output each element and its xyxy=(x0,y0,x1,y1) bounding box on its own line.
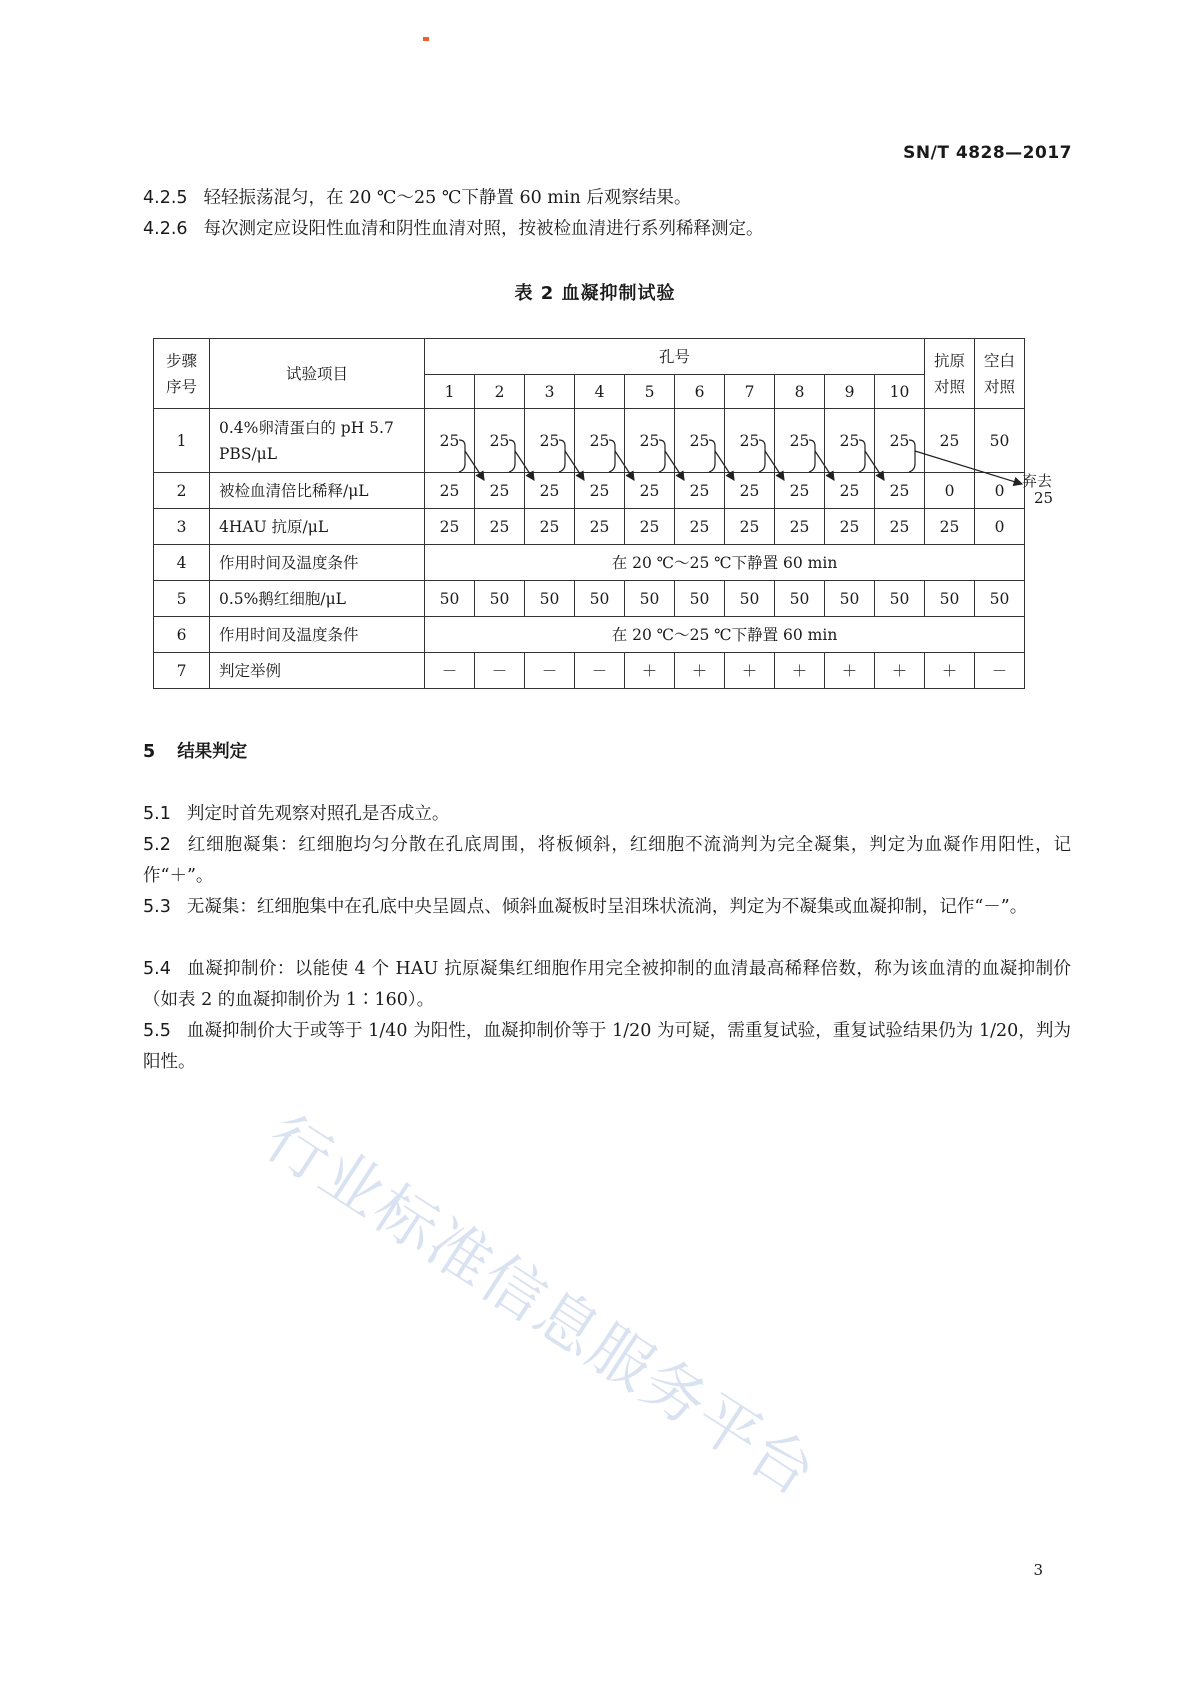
value-cell: 25 xyxy=(825,473,875,509)
section-heading xyxy=(143,738,247,763)
value-cell: 25 xyxy=(875,473,925,509)
value-cell: 25 xyxy=(925,409,975,473)
hole-number: 8 xyxy=(775,375,825,409)
clause-5-4 xyxy=(143,954,1071,1016)
value-cell: 25 xyxy=(775,473,825,509)
hole-number: 10 xyxy=(875,375,925,409)
result-cell: ＋ xyxy=(825,653,875,689)
value-cell: 50 xyxy=(875,581,925,617)
hole-number: 2 xyxy=(475,375,525,409)
value-cell: 0 xyxy=(975,509,1025,545)
clause-number: 5.3 xyxy=(143,897,171,917)
table-row xyxy=(154,581,1025,617)
result-cell: ＋ xyxy=(925,653,975,689)
table-row xyxy=(154,653,1025,689)
item-cell: 被检血清倍比稀释/μL xyxy=(210,473,425,509)
clause-number: 5.2 xyxy=(143,835,171,855)
item-cell: 作用时间及温度条件 xyxy=(210,617,425,653)
value-cell: 50 xyxy=(975,581,1025,617)
result-cell: － xyxy=(475,653,525,689)
discard-label: 弃去 xyxy=(1022,472,1053,490)
value-cell: 50 xyxy=(925,581,975,617)
value-cell: 25 xyxy=(825,509,875,545)
table-row xyxy=(154,617,1025,653)
hole-number: 1 xyxy=(425,375,475,409)
clause-text: 判定时首先观察对照孔是否成立。 xyxy=(186,804,450,824)
value-cell: 50 xyxy=(475,581,525,617)
value-cell: 25 xyxy=(725,473,775,509)
value-cell: 50 xyxy=(525,581,575,617)
value-cell: 25 xyxy=(475,409,525,473)
value-cell: 25 xyxy=(675,473,725,509)
step-cell: 5 xyxy=(154,581,210,617)
step-cell: 1 xyxy=(154,409,210,473)
value-cell: 25 xyxy=(625,473,675,509)
value-cell: 0 xyxy=(925,473,975,509)
result-cell: － xyxy=(575,653,625,689)
table-row xyxy=(154,409,1025,473)
value-cell: 0 xyxy=(975,473,1025,509)
value-cell: 25 xyxy=(525,509,575,545)
clause-number: 5.5 xyxy=(143,1021,171,1041)
clause-5-2 xyxy=(143,830,1071,892)
item-cell: 0.4%卵清蛋白的 pH 5.7 PBS/μL xyxy=(210,409,425,473)
item-cell: 4HAU 抗原/μL xyxy=(210,509,425,545)
discard-value: 25 xyxy=(1034,489,1054,507)
clause-number: 5.1 xyxy=(143,804,171,824)
clause-text: 红细胞凝集：红细胞均匀分散在孔底周围，将板倾斜，红细胞不流淌判为完全凝集，判定为血凝作用阳性，记作“＋”。 xyxy=(143,835,1071,886)
clause-text: 血凝抑制价大于或等于 1/40 为阳性，血凝抑制价等于 1/20 为可疑，需重复试验，重复试验结果仍为 1/20，判为阳性。 xyxy=(143,1021,1071,1072)
value-cell: 50 xyxy=(975,409,1025,473)
clause-5-1 xyxy=(143,799,1071,830)
value-cell: 25 xyxy=(425,409,475,473)
value-cell: 25 xyxy=(775,509,825,545)
table-row xyxy=(154,545,1025,581)
table-row xyxy=(154,509,1025,545)
value-cell: 25 xyxy=(875,509,925,545)
result-cell: ＋ xyxy=(675,653,725,689)
value-cell: 25 xyxy=(725,409,775,473)
result-cell: － xyxy=(525,653,575,689)
clause-4-2-5 xyxy=(143,183,1071,214)
header-row xyxy=(154,339,1025,375)
clause-number: 4.2.6 xyxy=(143,219,188,239)
head-hole-no: 孔号 xyxy=(425,339,925,375)
value-cell: 50 xyxy=(425,581,475,617)
hole-number: 7 xyxy=(725,375,775,409)
hole-number: 4 xyxy=(575,375,625,409)
value-cell: 25 xyxy=(725,509,775,545)
value-cell: 50 xyxy=(725,581,775,617)
value-cell: 25 xyxy=(825,409,875,473)
value-cell: 25 xyxy=(575,409,625,473)
step-cell: 2 xyxy=(154,473,210,509)
head-step-no: 步骤序号 xyxy=(154,339,210,409)
merged-condition-cell: 在 20 ℃～25 ℃下静置 60 min xyxy=(425,617,1025,653)
step-cell: 7 xyxy=(154,653,210,689)
value-cell: 25 xyxy=(875,409,925,473)
standard-number: SN/T 4828—2017 xyxy=(903,143,1072,163)
clause-5-3 xyxy=(143,892,1071,923)
section-number: 5 xyxy=(143,742,156,762)
step-cell: 3 xyxy=(154,509,210,545)
top-marker xyxy=(423,37,429,41)
hole-number: 5 xyxy=(625,375,675,409)
discard-note xyxy=(1022,473,1053,507)
result-cell: ＋ xyxy=(875,653,925,689)
value-cell: 25 xyxy=(475,509,525,545)
result-cell: － xyxy=(975,653,1025,689)
result-cell: ＋ xyxy=(625,653,675,689)
clause-5-5 xyxy=(143,1016,1071,1078)
hole-number: 9 xyxy=(825,375,875,409)
value-cell: 50 xyxy=(825,581,875,617)
head-antigen-control: 抗原对照 xyxy=(925,339,975,409)
value-cell: 25 xyxy=(425,473,475,509)
clause-number: 4.2.5 xyxy=(143,188,188,208)
table-row xyxy=(154,473,1025,509)
value-cell: 50 xyxy=(625,581,675,617)
item-cell: 作用时间及温度条件 xyxy=(210,545,425,581)
value-cell: 25 xyxy=(675,509,725,545)
hole-number: 6 xyxy=(675,375,725,409)
value-cell: 50 xyxy=(675,581,725,617)
value-cell: 25 xyxy=(575,509,625,545)
value-cell: 25 xyxy=(575,473,625,509)
value-cell: 25 xyxy=(675,409,725,473)
merged-condition-cell: 在 20 ℃～25 ℃下静置 60 min xyxy=(425,545,1025,581)
value-cell: 25 xyxy=(775,409,825,473)
clause-text: 无凝集：红细胞集中在孔底中央呈圆点、倾斜血凝板时呈泪珠状流淌，判定为不凝集或血凝抑制，记作“－”。 xyxy=(186,897,1028,917)
value-cell: 50 xyxy=(575,581,625,617)
value-cell: 25 xyxy=(925,509,975,545)
clause-4-2-6 xyxy=(143,214,1071,245)
watermark: 行业标准信息服务平台 xyxy=(253,1100,830,1511)
value-cell: 25 xyxy=(625,509,675,545)
value-cell: 25 xyxy=(425,509,475,545)
value-cell: 50 xyxy=(775,581,825,617)
head-item: 试验项目 xyxy=(210,339,425,409)
table-caption: 表 2 血凝抑制试验 xyxy=(514,283,676,304)
section-title: 结果判定 xyxy=(177,742,248,762)
result-cell: － xyxy=(425,653,475,689)
head-blank-control: 空白对照 xyxy=(975,339,1025,409)
clause-text: 轻轻振荡混匀，在 20 ℃～25 ℃下静置 60 min 后观察结果。 xyxy=(203,188,692,208)
value-cell: 25 xyxy=(625,409,675,473)
page-number: 3 xyxy=(1033,1561,1043,1579)
clause-text: 每次测定应设阳性血清和阴性血清对照，按被检血清进行系列稀释测定。 xyxy=(203,219,764,239)
clause-number: 5.4 xyxy=(143,959,171,979)
step-cell: 6 xyxy=(154,617,210,653)
step-cell: 4 xyxy=(154,545,210,581)
value-cell: 25 xyxy=(525,473,575,509)
item-cell: 0.5%鹅红细胞/μL xyxy=(210,581,425,617)
item-cell: 判定举例 xyxy=(210,653,425,689)
result-cell: ＋ xyxy=(725,653,775,689)
hi-test-table xyxy=(153,338,1025,689)
clause-text: 血凝抑制价：以能使 4 个 HAU 抗原凝集红细胞作用完全被抑制的血清最高稀释倍数，称为该血清的血凝抑制价（如表 2 的血凝抑制价为 1∶160）。 xyxy=(143,959,1071,1010)
hole-number: 3 xyxy=(525,375,575,409)
value-cell: 25 xyxy=(525,409,575,473)
result-cell: ＋ xyxy=(775,653,825,689)
value-cell: 25 xyxy=(475,473,525,509)
